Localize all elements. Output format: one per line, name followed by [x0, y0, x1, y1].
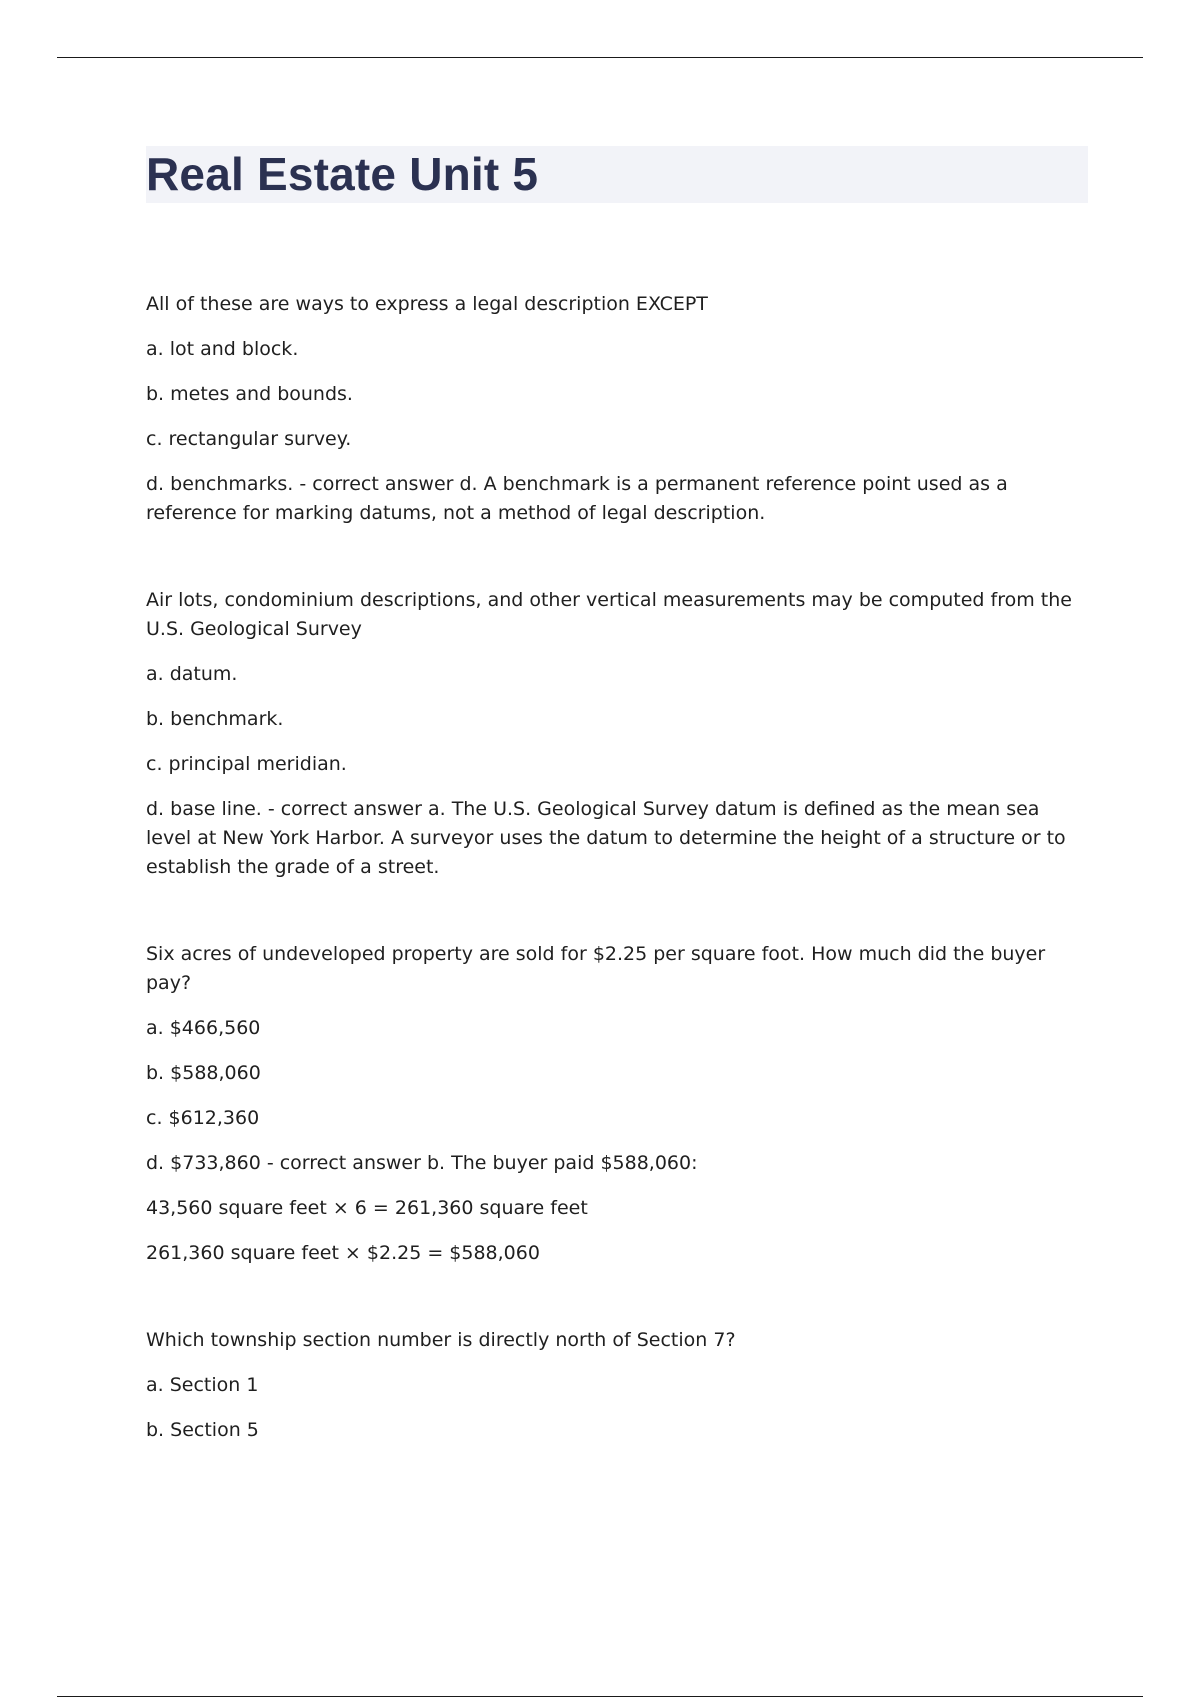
answer-option: b. Section 5 [146, 1419, 259, 1441]
question-prompt: Air lots, condominium descriptions, and other vertical measurements may be computed from the U.S. Geological Survey [146, 589, 1072, 640]
answer-option: b. metes and bounds. [146, 383, 353, 405]
answer-option-with-explanation: d. $733,860 - correct answer b. The buyer paid $588,060: [146, 1152, 698, 1174]
question-2 [146, 586, 1086, 882]
answer-option: a. datum. [146, 663, 238, 685]
top-rule [57, 57, 1143, 58]
answer-option: b. benchmark. [146, 708, 284, 730]
bottom-rule [57, 1696, 1143, 1697]
answer-option: b. $588,060 [146, 1062, 261, 1084]
answer-option: c. principal meridian. [146, 753, 347, 775]
question-prompt: Six acres of undeveloped property are sold for $2.25 per square foot. How much did the buyer pay? [146, 943, 1046, 994]
answer-option: c. $612,360 [146, 1107, 260, 1129]
question-4 [146, 1326, 1086, 1445]
answer-option-with-explanation: d. base line. - correct answer a. The U.S. Geological Survey datum is defined as the mean sea level at New York Harbor. A surveyor uses the datum to determine the height of a structure or to establish the grade of a street. [146, 798, 1066, 878]
calculation-line: 261,360 square feet × $2.25 = $588,060 [146, 1242, 540, 1264]
answer-option-with-explanation: d. benchmarks. - correct answer d. A benchmark is a permanent reference point used as a reference for marking datums, not a method of legal description. [146, 473, 1008, 524]
question-prompt: All of these are ways to express a legal description EXCEPT [146, 293, 708, 315]
document-title: Real Estate Unit 5 [146, 148, 539, 200]
question-3 [146, 940, 1086, 1268]
answer-option: c. rectangular survey. [146, 428, 352, 450]
answer-option: a. Section 1 [146, 1374, 259, 1396]
question-prompt: Which township section number is directly north of Section 7? [146, 1329, 736, 1351]
calculation-line: 43,560 square feet × 6 = 261,360 square feet [146, 1197, 588, 1219]
document-body [146, 290, 1086, 1503]
answer-option: a. lot and block. [146, 338, 299, 360]
answer-option: a. $466,560 [146, 1017, 261, 1039]
question-1 [146, 290, 1086, 528]
